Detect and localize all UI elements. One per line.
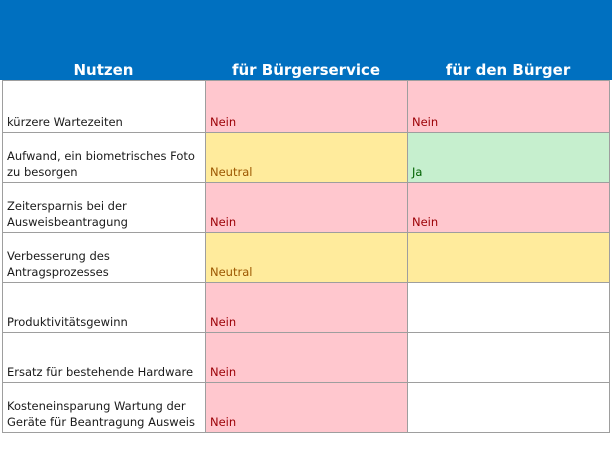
buerger-cell[interactable] — [408, 383, 610, 433]
buerger-cell[interactable] — [408, 333, 610, 383]
table-row — [3, 283, 610, 333]
benefit-label-cell[interactable]: Produktivitätsgewinn — [3, 283, 206, 333]
table-row — [3, 133, 610, 183]
buerger-cell[interactable]: Nein — [408, 183, 610, 233]
table-row — [3, 333, 610, 383]
benefit-label-cell[interactable]: kürzere Wartezeiten — [3, 81, 206, 133]
benefit-table — [2, 80, 610, 433]
benefit-label-cell[interactable]: Zeitersparnis bei der Ausweisbeantragung — [3, 183, 206, 233]
buerger-cell[interactable]: Ja — [408, 133, 610, 183]
table-row — [3, 183, 610, 233]
benefit-label-cell[interactable]: Aufwand, ein biometrisches Foto zu besorgen — [3, 133, 206, 183]
buergerservice-cell[interactable]: Neutral — [206, 233, 408, 283]
buergerservice-cell[interactable]: Nein — [206, 333, 408, 383]
buergerservice-cell[interactable]: Nein — [206, 383, 408, 433]
buerger-cell[interactable] — [408, 283, 610, 333]
buergerservice-cell[interactable]: Nein — [206, 81, 408, 133]
column-header-nutzen: Nutzen — [73, 61, 134, 79]
table-row — [3, 233, 610, 283]
buergerservice-cell[interactable]: Nein — [206, 183, 408, 233]
benefit-label-cell[interactable]: Verbesserung des Antragsprozesses — [3, 233, 206, 283]
benefit-label-cell[interactable]: Kosteneinsparung Wartung der Geräte für Beantragung Ausweis — [3, 383, 206, 433]
buergerservice-cell[interactable]: Neutral — [206, 133, 408, 183]
column-header-buergerservice: für Bürgerservice — [231, 61, 381, 79]
table-row — [3, 383, 610, 433]
column-header-buerger: für den Bürger — [445, 61, 571, 79]
buerger-cell[interactable] — [408, 233, 610, 283]
benefit-label-cell[interactable]: Ersatz für bestehende Hardware — [3, 333, 206, 383]
buergerservice-cell[interactable]: Nein — [206, 283, 408, 333]
table-row — [3, 81, 610, 133]
buerger-cell[interactable]: Nein — [408, 81, 610, 133]
